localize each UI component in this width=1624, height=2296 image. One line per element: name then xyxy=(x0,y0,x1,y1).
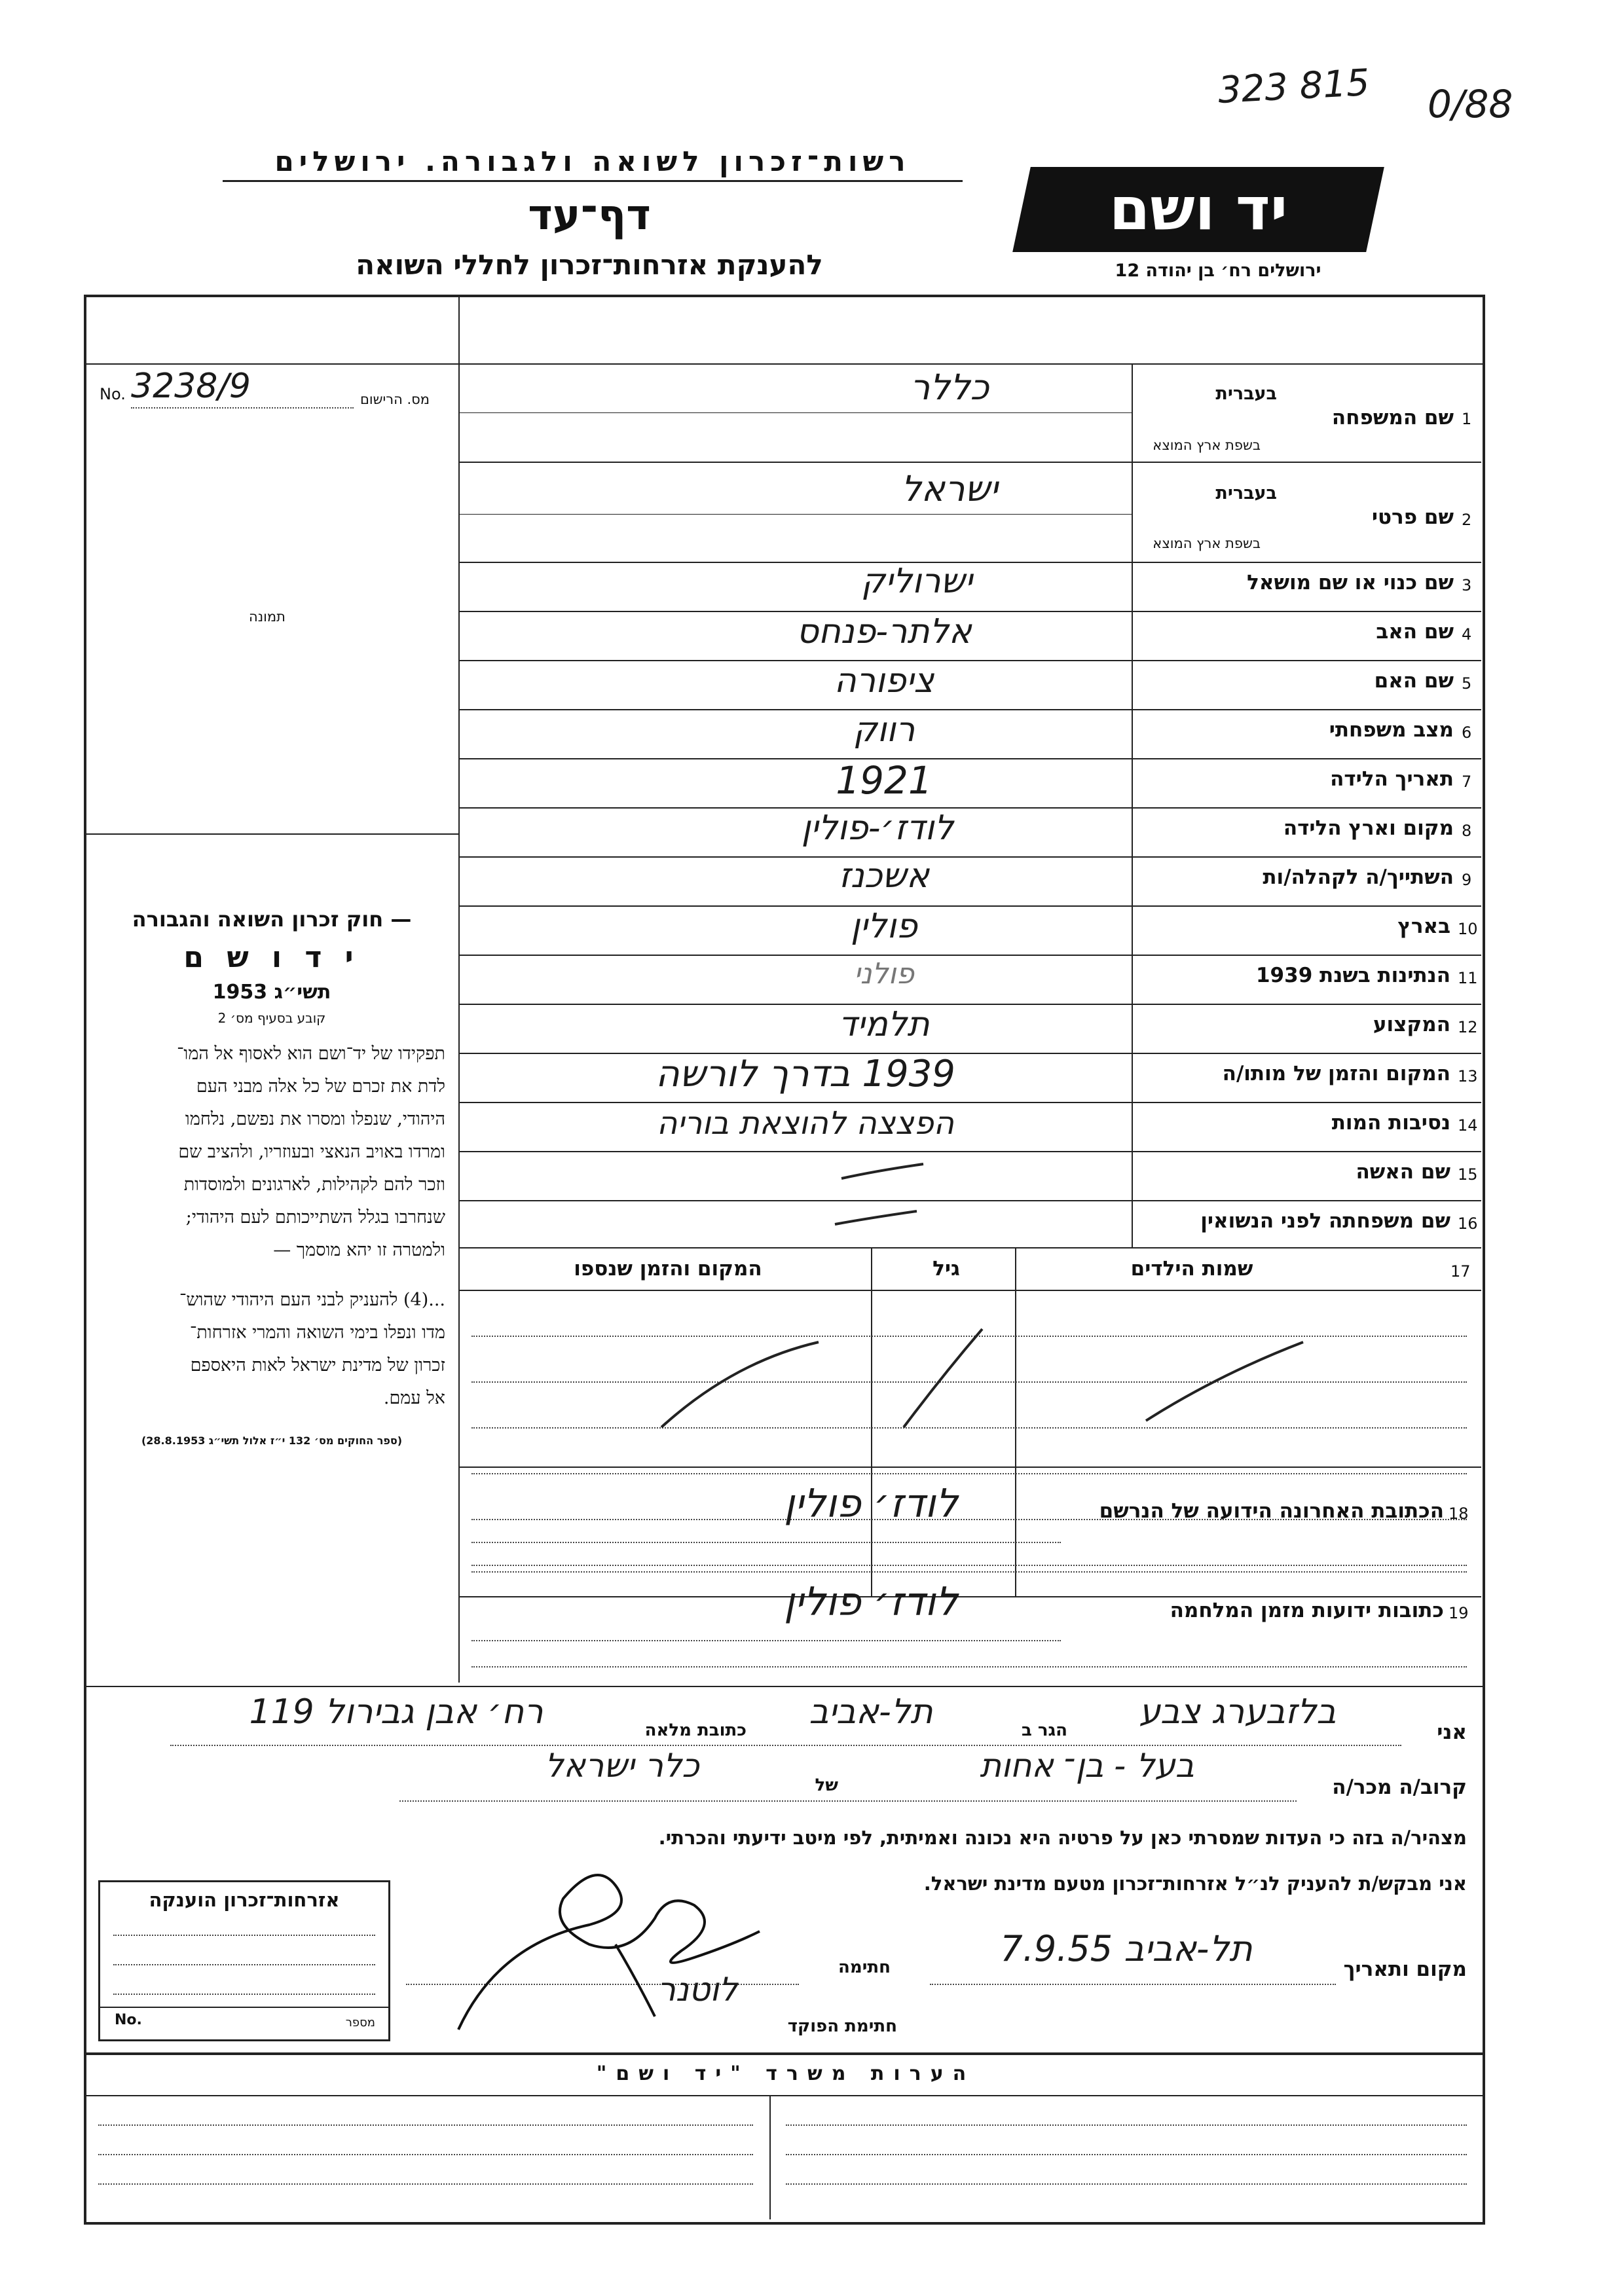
law-title: — חוק זכרון השואה והגבורה xyxy=(132,907,412,932)
field-5-number: 5 xyxy=(1462,674,1472,693)
law-clause: קובע בסעיף מס׳ 2 xyxy=(217,1010,326,1026)
field-7-label: תאריך הלידה xyxy=(1330,767,1454,791)
field-15-dash-mark xyxy=(838,1159,930,1185)
field-2-number: 2 xyxy=(1462,511,1472,529)
decl-full-address-label: כתובת מלאה xyxy=(644,1721,747,1740)
law-line: ...(4) להעניק לבני העם היהודי שהוש־ xyxy=(179,1290,445,1310)
award-box-no: No. xyxy=(115,2012,142,2028)
law-name: י ד ו ש ם xyxy=(183,941,360,974)
field-10-value: פולין xyxy=(851,907,917,946)
children-col-names: שמות הילדים xyxy=(1130,1257,1253,1281)
decl-city: תל-אביב xyxy=(809,1692,933,1732)
address-18-number: 18 xyxy=(1449,1504,1469,1523)
field-5-value: ציפורה xyxy=(834,661,934,701)
institution-name: רשות־זכרון לשואה ולגבורה. ירושלים xyxy=(223,145,963,182)
field-1-number: 1 xyxy=(1462,410,1472,428)
field-2-value: ישראל xyxy=(901,468,998,509)
award-box-title: אזרחות־זכרון הוענקה xyxy=(149,1889,340,1911)
form-title: דף־עד xyxy=(528,191,651,240)
law-source: (ספר החוקים מס׳ 132 י״ז אלול תשי״ג 28.8.1953) xyxy=(141,1434,403,1447)
law-line: זכרון של מדינת ישראל לאות היאספם xyxy=(190,1355,445,1376)
decl-statement-1: מצהיר/ה בזה כי העדות שמסרתי כאן על פרטיה היא נכונה ואמיתית, לפי מיטב ידיעתי והכרתי. xyxy=(658,1827,1467,1849)
field-9-number: 9 xyxy=(1462,871,1472,889)
logo-text: יד ושם xyxy=(1109,175,1288,244)
field-3-number: 3 xyxy=(1462,576,1472,594)
field-1-sub-hebrew: בעברית xyxy=(1215,384,1277,404)
field-16-number: 16 xyxy=(1458,1214,1478,1233)
decl-relation: בעל - בן־ אחות xyxy=(980,1747,1194,1785)
decl-place-date-label: מקום ותאריך xyxy=(1343,1958,1467,1981)
address-18-value: לודז׳ פולין xyxy=(784,1481,958,1527)
field-14-value: הפצצה להוצאת בוריה xyxy=(656,1105,954,1142)
field-1-sub-origin: בשפת ארץ המוצא xyxy=(1153,437,1261,453)
corner-number: 0/88 xyxy=(1428,82,1513,126)
award-box xyxy=(98,1880,390,2041)
field-16-dash-mark xyxy=(832,1205,923,1231)
address-19-label: כתובות ידועות מזמן המלחמה xyxy=(1170,1599,1444,1622)
field-7-number: 7 xyxy=(1462,773,1472,791)
law-line: היהודי, שנפלו ומסרו את נפשם, נלחמו xyxy=(185,1109,445,1129)
law-year: תשי״ג 1953 xyxy=(212,981,331,1004)
children-col-place: המקום והזמן שנספו xyxy=(574,1257,762,1281)
field-5-label: שם האם xyxy=(1374,669,1454,693)
field-2-sub-origin: בשפת ארץ המוצא xyxy=(1153,536,1261,551)
field-1-label: שם המשפחה xyxy=(1331,406,1454,429)
law-text-block xyxy=(98,907,445,1447)
children-col-age: גיל xyxy=(932,1257,960,1281)
field-1-value: כללר xyxy=(910,367,989,408)
notes-title: הערות משרד "יד ושם" xyxy=(596,2062,976,2085)
field-11-label: הנתינות בשנת 1939 xyxy=(1255,964,1450,987)
reg-prefix: No. xyxy=(100,385,126,403)
law-line: אל עמם. xyxy=(383,1388,445,1408)
field-8-label: מקום וארץ הלידה xyxy=(1283,816,1454,840)
children-slash-age xyxy=(897,1322,989,1434)
field-14-label: נסיבות המות xyxy=(1331,1111,1450,1135)
award-box-number-label: מספר xyxy=(345,2016,375,2030)
field-13-value: 1939 בדרך לורשה xyxy=(655,1053,955,1095)
archive-number: 323 815 xyxy=(1217,61,1371,113)
field-10-number: 10 xyxy=(1458,920,1478,938)
decl-name: בלזבערג צבע xyxy=(1139,1692,1337,1732)
address-19-value: לודז׳ פולין xyxy=(784,1579,958,1625)
field-2-sub-hebrew: בעברית xyxy=(1215,483,1277,503)
yad-vashem-logo xyxy=(1012,167,1384,252)
field-8-value: לודז׳-פולין xyxy=(801,809,954,848)
photo-label: תמונה xyxy=(249,609,286,625)
law-line: מדו ונפלו בימי השואה והמרי אזרחות־ xyxy=(189,1322,445,1343)
field-10-label: בארץ xyxy=(1397,915,1450,938)
decl-full-address: רח׳ אבן גבירול 119 xyxy=(249,1692,544,1732)
address: ירושלים רח׳ בן יהודה 12 xyxy=(1115,261,1321,281)
field-16-label: שם משפחתה לפני הנשואין xyxy=(1200,1209,1450,1233)
field-8-number: 8 xyxy=(1462,822,1472,840)
form-subtitle: להענקת אזרחות־זכרון לחללי השואה xyxy=(356,249,823,281)
law-line: ומרדו באויב הנאצי ובעוזריו, ולהציב שם xyxy=(178,1142,445,1162)
field-4-number: 4 xyxy=(1462,625,1472,644)
field-14-number: 14 xyxy=(1458,1116,1478,1135)
field-15-number: 15 xyxy=(1458,1165,1478,1184)
field-2-label: שם פרטי xyxy=(1371,505,1454,529)
decl-place-date: תל-אביב 7.9.55 xyxy=(1000,1928,1253,1969)
decl-signature-label: חתימה xyxy=(838,1958,891,1977)
declarant-signature xyxy=(419,1846,786,2043)
decl-lives-in: הגר ב xyxy=(1021,1721,1067,1740)
field-12-value: תלמיד xyxy=(838,1005,930,1044)
registrar-signature: לוטנר xyxy=(657,1971,738,2009)
field-3-label: שם כנוי או שם מושאל xyxy=(1247,571,1454,594)
decl-of: של xyxy=(815,1776,838,1795)
field-9-value: אשכנז xyxy=(839,856,929,896)
decl-registrar-label: חתימת הפוקד xyxy=(787,2016,897,2036)
registration-label: מס. הרישום xyxy=(360,392,430,407)
field-11-value: פולני xyxy=(854,957,914,991)
field-12-number: 12 xyxy=(1458,1018,1478,1036)
law-line: שנחרבו בגלל השתייכותם לעם היהודי; xyxy=(185,1207,445,1228)
field-7-value: 1921 xyxy=(836,758,932,803)
field-11-number: 11 xyxy=(1458,969,1478,987)
children-slash-place xyxy=(655,1336,825,1434)
field-4-value: אלתר-פנחס xyxy=(796,612,972,651)
decl-relative-label: קרוב/ה מכר/ה xyxy=(1332,1776,1467,1799)
law-line: ולמטרה זו יהא מוסמך — xyxy=(273,1240,445,1260)
field-12-label: המקצוע xyxy=(1373,1013,1450,1036)
children-number: 17 xyxy=(1450,1262,1471,1281)
field-6-value: רווק xyxy=(853,710,915,750)
children-slash-names xyxy=(1139,1336,1310,1427)
registration-number: 3238/9 xyxy=(131,367,251,406)
field-15-label: שם האשה xyxy=(1356,1160,1450,1184)
address-19-number: 19 xyxy=(1449,1604,1469,1622)
decl-i: אני xyxy=(1437,1721,1467,1744)
law-line: לדת את זכרם של כל אלה מבני העם xyxy=(196,1076,445,1097)
field-13-label: המקום והזמן של מותו/ה xyxy=(1222,1062,1450,1085)
field-9-label: השתייך/ה לקהלה/ות xyxy=(1263,866,1454,889)
field-6-label: מצב משפחתי xyxy=(1329,718,1454,742)
law-line: וזכר להם לקהילות, לארגונים ולמוסדות xyxy=(183,1175,445,1195)
law-line: תפקידו של יד־ושם הוא לאסוף אל המו־ xyxy=(177,1044,445,1064)
field-13-number: 13 xyxy=(1458,1067,1478,1085)
field-4-label: שם האב xyxy=(1376,620,1454,644)
address-18-label: הכתובת האחרונה הידועה של הנרשם xyxy=(1099,1499,1444,1523)
decl-relative-name: כלר ישראל xyxy=(545,1747,699,1785)
decl-statement-2: אני מבקש/ת להעניק לנ״ל אזרחות־זכרון מטעם מדינת ישראל. xyxy=(923,1872,1467,1895)
field-6-number: 6 xyxy=(1462,723,1472,742)
field-3-value: ישרוליק xyxy=(860,562,973,601)
